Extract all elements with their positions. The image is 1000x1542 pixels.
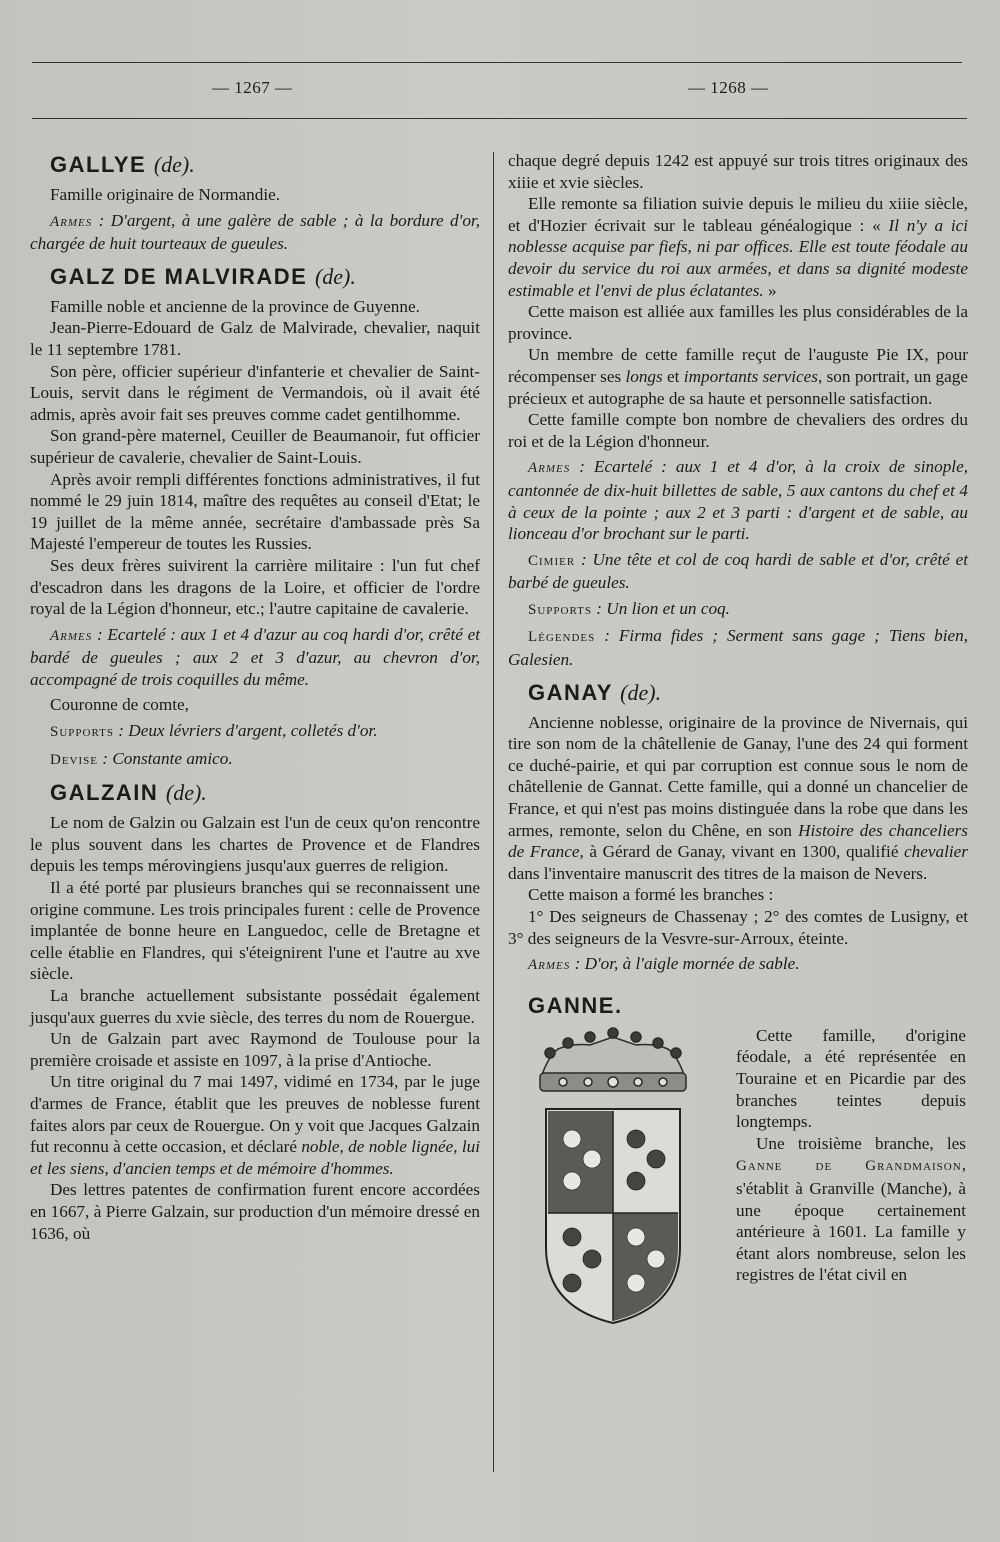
entry-name: GALLYE bbox=[50, 152, 147, 177]
page-number-left: — 1267 — bbox=[212, 78, 293, 97]
column-divider bbox=[493, 152, 494, 1472]
paragraph: La branche actuellement subsistante possédait également jusqu'aux guerres du xvie siècle, des terres du nom de Rouergue. bbox=[30, 986, 480, 1027]
quote-text: noble, de noble lignée, lui et les siens, d'ancien temps et de mémoire d'hommes. bbox=[30, 1137, 481, 1178]
paragraph bbox=[508, 344, 968, 409]
armes-paragraph bbox=[30, 210, 480, 255]
paragraph: Cette famille compte bon nombre de chevaliers des ordres du roi et de la Légion d'honneur. bbox=[508, 410, 968, 451]
supports-text: : Deux lévriers d'argent, colletés d'or. bbox=[113, 721, 378, 741]
ganne-text bbox=[736, 1025, 966, 1286]
paragraph-text: , à Gérard de Ganay, vivant en 1300, qualifié bbox=[579, 842, 905, 862]
armes-paragraph bbox=[30, 624, 480, 691]
paragraph: Un de Galzain part avec Raymond de Toulouse pour la première croisade et assiste en 1097, à la prise d'Antioche. bbox=[30, 1029, 480, 1070]
armes-paragraph bbox=[508, 953, 968, 977]
crown-icon bbox=[540, 1028, 686, 1091]
paragraph: Jean-Pierre-Edouard de Galz de Malvirade, chevalier, naquit le 11 septembre 1781. bbox=[30, 318, 480, 359]
paragraph: Le nom de Galzin ou Galzain est l'un de ceux qu'on rencontre le plus souvent dans les chartes de Provence et de Flandres depuis les temps mérovingiens jusqu'aux guerres de religion. bbox=[30, 813, 480, 876]
emphasis-text: longs bbox=[625, 366, 663, 386]
paragraph bbox=[30, 1071, 480, 1179]
header-rule bbox=[32, 118, 967, 119]
armes-text: : Ecartelé : aux 1 et 4 d'or, à la croix de sinople, cantonnée de dix-huit billettes de sable, 5 aux cantons du chef et 4 à ceux de la pointe ; aux 2 et 3 parti : d'argent et de sable, au lionceau d'or brochant sur le parti. bbox=[508, 457, 968, 544]
entry-particle: (de). bbox=[314, 263, 356, 289]
legendes-paragraph bbox=[508, 625, 968, 670]
supports-label: Supports bbox=[50, 724, 114, 741]
entry-name: GALZAIN bbox=[50, 780, 159, 806]
cimier-paragraph bbox=[508, 549, 968, 594]
legendes-text: : Firma fides ; Serment sans gage ; Tiens bien, Galesien. bbox=[508, 626, 968, 670]
paragraph: 1° Des seigneurs de Chassenay ; 2° des comtes de Lusigny, et 3° des seigneurs de la Vesvre-sur-Arroux, éteinte. bbox=[508, 907, 968, 948]
armes-label: Armes bbox=[50, 627, 93, 644]
entry-name: GANNE. bbox=[528, 992, 623, 1018]
paragraph: Cette maison a formé les branches : bbox=[528, 885, 774, 905]
paragraph: Après avoir rempli différentes fonctions administratives, il fut nommé le 29 juin 1814, maître des requêtes au conseil d'Etat; le 19 juillet de la même année, secrétaire d'ambassade près Sa Majesté l'empereur de toutes les Russies. bbox=[30, 469, 480, 554]
paragraph: Ses deux frères suivirent la carrière militaire : l'un fut chef d'escadron dans les dragons de la Loire, et officier de l'ordre royal de la Légion d'honneur, etc.; l'autre capitaine de cavalerie. bbox=[30, 555, 480, 619]
entry-heading-ganay bbox=[528, 678, 968, 708]
crowned-shield-icon bbox=[528, 1027, 698, 1327]
paragraph-text: Un membre de cette famille reçut de l'auguste Pie IX, pour récompenser ses bbox=[508, 345, 968, 386]
paragraph bbox=[736, 1133, 966, 1286]
supports-paragraph bbox=[30, 720, 480, 744]
paragraph: Famille originaire de Normandie. bbox=[50, 185, 281, 204]
paragraph-text: dans l'inventaire manuscrit des titres de la maison de Nevers. bbox=[508, 863, 928, 883]
paragraph: Famille noble et ancienne de la province de Guyenne. bbox=[50, 296, 420, 316]
entry-heading-ganne bbox=[528, 991, 968, 1021]
entry-particle: (de). bbox=[620, 679, 662, 705]
couronne-line: Couronne de comte, bbox=[50, 695, 189, 715]
page-number-right: — 1268 — bbox=[688, 78, 769, 97]
legendes-label: Légendes bbox=[528, 629, 596, 646]
entry-name: GALZ DE MALVIRADE bbox=[50, 263, 308, 289]
devise-paragraph bbox=[30, 748, 480, 772]
cimier-text: : Une tête et col de coq hardi de sable et d'or, crêté et barbé de gueules. bbox=[508, 549, 968, 593]
entry-heading-galz bbox=[50, 262, 480, 292]
armes-label: Armes bbox=[528, 957, 571, 974]
devise-label: Devise bbox=[50, 751, 98, 768]
paragraph bbox=[508, 712, 968, 885]
entry-particle: (de). bbox=[165, 780, 207, 806]
branch-name: Ganne de Grandmaison bbox=[736, 1158, 962, 1175]
paragraph-text: Elle remonte sa filiation suivie depuis le milieu du xiiie siècle, et d'Hozier écrivait sur le tableau généalogique : « bbox=[508, 194, 968, 235]
left-column bbox=[30, 143, 480, 1244]
paragraph: Cette famille, d'origine féodale, a été représentée en Touraine et en Picardie par des branches teintes depuis longtemps. bbox=[736, 1025, 966, 1132]
paragraph-text: , s'établit à Granville (Manche), à une époque certainement antérieure à 1601. La famille y étant alors nombreuse, selon les registres de l'état civil en bbox=[736, 1155, 966, 1285]
shield-icon bbox=[546, 1109, 680, 1323]
armes-text: : D'argent, à une galère de sable ; à la bordure d'or, chargée de huit tourteaux de gueules. bbox=[30, 210, 480, 254]
paragraph-text: et bbox=[662, 366, 684, 386]
emphasis-text: importants services bbox=[683, 366, 818, 386]
armes-label: Armes bbox=[50, 213, 93, 230]
paragraph: Il a été porté par plusieurs branches qui se reconnaissent une origine commune. Les trois principales furent : celle de Provence implantée de bonne heure en Languedoc, celle de Bretagne et celle établie en Flandres, qui s'éteignirent l'une et l'autre au xve siècle. bbox=[30, 878, 480, 984]
devise-text: : Constante amico. bbox=[98, 748, 233, 768]
armes-text: : D'or, à l'aigle mornée de sable. bbox=[570, 954, 800, 974]
armes-paragraph bbox=[508, 456, 968, 544]
entry-particle: (de). bbox=[153, 152, 195, 177]
book-title: Histoire des chanceliers de France bbox=[508, 820, 968, 862]
supports-paragraph bbox=[508, 598, 968, 622]
top-rule bbox=[32, 62, 962, 63]
paragraph: Son grand-père maternel, Ceuiller de Beaumanoir, fut officier supérieur de cavalerie, chevalier de Saint-Louis. bbox=[30, 426, 480, 467]
coat-of-arms-image bbox=[528, 1027, 698, 1327]
armes-text: : Ecartelé : aux 1 et 4 d'azur au coq hardi d'or, crêté et bardé de gueules ; aux 2 et 3 d'azur, au chevron d'or, accompagné de trois coquilles du même. bbox=[30, 624, 480, 689]
paragraph-text: » bbox=[763, 280, 777, 300]
cimier-label: Cimier bbox=[528, 552, 576, 569]
paragraph: Des lettres patentes de confirmation furent encore accordées en 1667, à Pierre Galzain, sur production d'un mémoire dressé en 1636, où bbox=[30, 1180, 480, 1243]
paragraph: Cette maison est alliée aux familles les plus considérables de la province. bbox=[508, 302, 968, 343]
quote-text: Il n'y a ici noblesse acquise par fiefs, ni par offices. Elle est toute féodale au devoir du service du roi aux armées, et dans sa dignité modeste estimable et l'envi de plus éclatantes. bbox=[508, 215, 969, 300]
entry-name: GANAY bbox=[528, 679, 613, 705]
paragraph-text: Un titre original du 7 mai 1497, vidimé en 1734, par le juge d'armes de France, établit que les preuves de noblesse furent faites alors par ceux de Rouergue. On y voit que Jacques Galzain fut reconnu à cette occasion, et déclaré bbox=[30, 1072, 480, 1157]
paragraph-text: Ancienne noblesse, originaire de la province de Nivernais, qui tire son nom de la châtellenie de Ganay, l'une des 24 qui forment ce duché-pairie, et qui par corruption est connue sous le nom de châtellenie de Gannat. Cette famille, qui a donné un chancelier de France, et qui n'est pas moins distinguée dans la robe que dans les armes, remonte, selon du Chêne, en son bbox=[508, 712, 968, 840]
paragraph bbox=[508, 193, 968, 301]
ganne-section bbox=[508, 1025, 968, 1385]
emphasis-text: chevalier bbox=[904, 842, 968, 862]
armes-label: Armes bbox=[528, 460, 571, 477]
paragraph: chaque degré depuis 1242 est appuyé sur trois titres originaux des xiiie et xvie siècles. bbox=[508, 151, 968, 192]
entry-heading-galzain bbox=[50, 778, 480, 808]
supports-label: Supports bbox=[528, 601, 592, 618]
supports-text: : Un lion et un coq. bbox=[591, 598, 730, 618]
right-column bbox=[508, 150, 968, 1385]
paragraph: Son père, officier supérieur d'infanterie et chevalier de Saint-Louis, servit dans le régiment de Vermandois, où il avait été admis, après avoir fait ses preuves comme cadet gentilhomme. bbox=[30, 361, 480, 424]
paragraph-text: Une troisième branche, les bbox=[756, 1133, 966, 1153]
entry-heading-gallye bbox=[50, 150, 480, 180]
paragraph-text: , son portrait, un gage précieux et autographe de sa haute et personnelle satisfaction. bbox=[508, 366, 968, 408]
